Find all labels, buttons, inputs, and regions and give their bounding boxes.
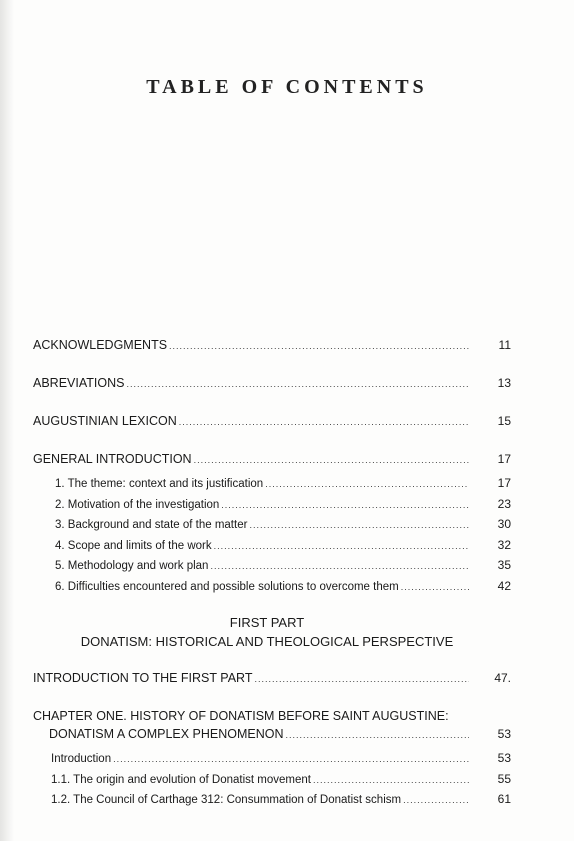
toc-leader-dots [401,582,469,592]
toc-entry-general-introduction[interactable] [33,452,511,472]
toc-subentry[interactable] [33,579,511,600]
toc-entry-label: 6. Difficulties encountered and possible solutions to overcome them [55,580,399,593]
toc-leader-dots [313,775,469,785]
toc-leader-dots [214,541,469,551]
toc-leader-dots [254,674,469,684]
toc-entry-label: ABREVIATIONS [33,376,125,390]
part-title: FIRST PART [229,615,305,630]
toc-entry-label: 4. Scope and limits of the work [55,539,212,552]
toc-entry-label: ACKNOWLEDGMENTS [33,338,168,352]
toc-page-number: 47. [494,671,511,685]
toc-entry-augustinian-lexicon[interactable] [33,414,511,434]
toc-page-number: 30 [497,517,511,531]
chapter-title-line: CHAPTER ONE. HISTORY OF DONATISM BEFORE SAINT AUGUSTINE: [33,709,449,723]
page-edge-shadow [0,0,14,841]
toc-leader-dots [126,379,469,389]
toc-page-number: 11 [498,338,511,352]
toc-page-number: 15 [497,414,511,428]
toc-subentry[interactable] [33,538,511,559]
toc-leader-dots [113,754,469,764]
toc-subentry[interactable] [33,792,511,813]
toc-entry-label: 2. Motivation of the investigation [55,498,220,511]
toc-leader-dots [249,520,469,530]
toc-page-number: 42 [497,578,511,593]
toc-page-number: 35 [497,558,511,572]
toc-leader-dots [286,730,469,740]
toc-leader-dots [221,500,469,510]
toc-leader-dots [210,561,469,571]
toc-entry-label: 1.1. The origin and evolution of Donatist movement [51,773,311,786]
toc-page-number: 13 [497,376,511,390]
toc-entry-introduction-first-part[interactable] [33,671,511,691]
toc-entry-label: Introduction [51,753,112,765]
toc-entry-label: GENERAL INTRODUCTION [33,452,192,466]
toc-page-number: 17 [497,476,511,490]
toc-page-number: 23 [497,496,511,511]
toc-entry-label: INTRODUCTION TO THE FIRST PART [33,671,253,685]
toc-subentry[interactable] [33,772,511,793]
toc-entry-label: DONATISM A COMPLEX PHENOMENON [49,727,284,741]
toc-subentry[interactable] [33,476,511,497]
toc-leader-dots [194,455,469,465]
toc-entry-label: 5. Methodology and work plan [55,560,209,572]
toc-page-number: 17 [497,452,511,466]
toc-page-number: 55 [497,771,511,786]
toc-subentry[interactable] [33,497,511,518]
toc-page-number: 32 [497,537,511,552]
toc-entry-label: 1. The theme: context and its justification [55,478,264,490]
toc-entry-acknowledgments[interactable] [33,338,511,358]
toc-leader-dots [169,341,469,351]
toc-page-number: 61 [497,792,511,806]
toc-page-number: 53 [497,727,511,741]
part-subtitle: DONATISM: HISTORICAL AND THEOLOGICAL PERSPECTIVE [80,634,454,649]
table-of-contents [33,338,511,813]
toc-leader-dots [265,479,469,489]
page-title: TABLE OF CONTENTS [146,76,428,98]
toc-entry-chapter-one[interactable] [33,709,511,747]
chapter-title-continuation [33,727,511,747]
part-heading [33,613,511,651]
toc-subentry[interactable] [33,558,511,579]
toc-entry-label: 1.2. The Council of Carthage 312: Consummation of Donatist schism [51,794,402,806]
toc-entry-abreviations[interactable] [33,376,511,396]
toc-entry-label: 3. Background and state of the matter [55,519,248,531]
toc-page-number: 53 [497,751,511,765]
toc-subentry[interactable] [33,517,511,538]
toc-entry-label: AUGUSTINIAN LEXICON [33,414,177,428]
toc-subentry[interactable] [33,751,511,772]
toc-leader-dots [179,417,469,427]
toc-leader-dots [403,795,469,805]
